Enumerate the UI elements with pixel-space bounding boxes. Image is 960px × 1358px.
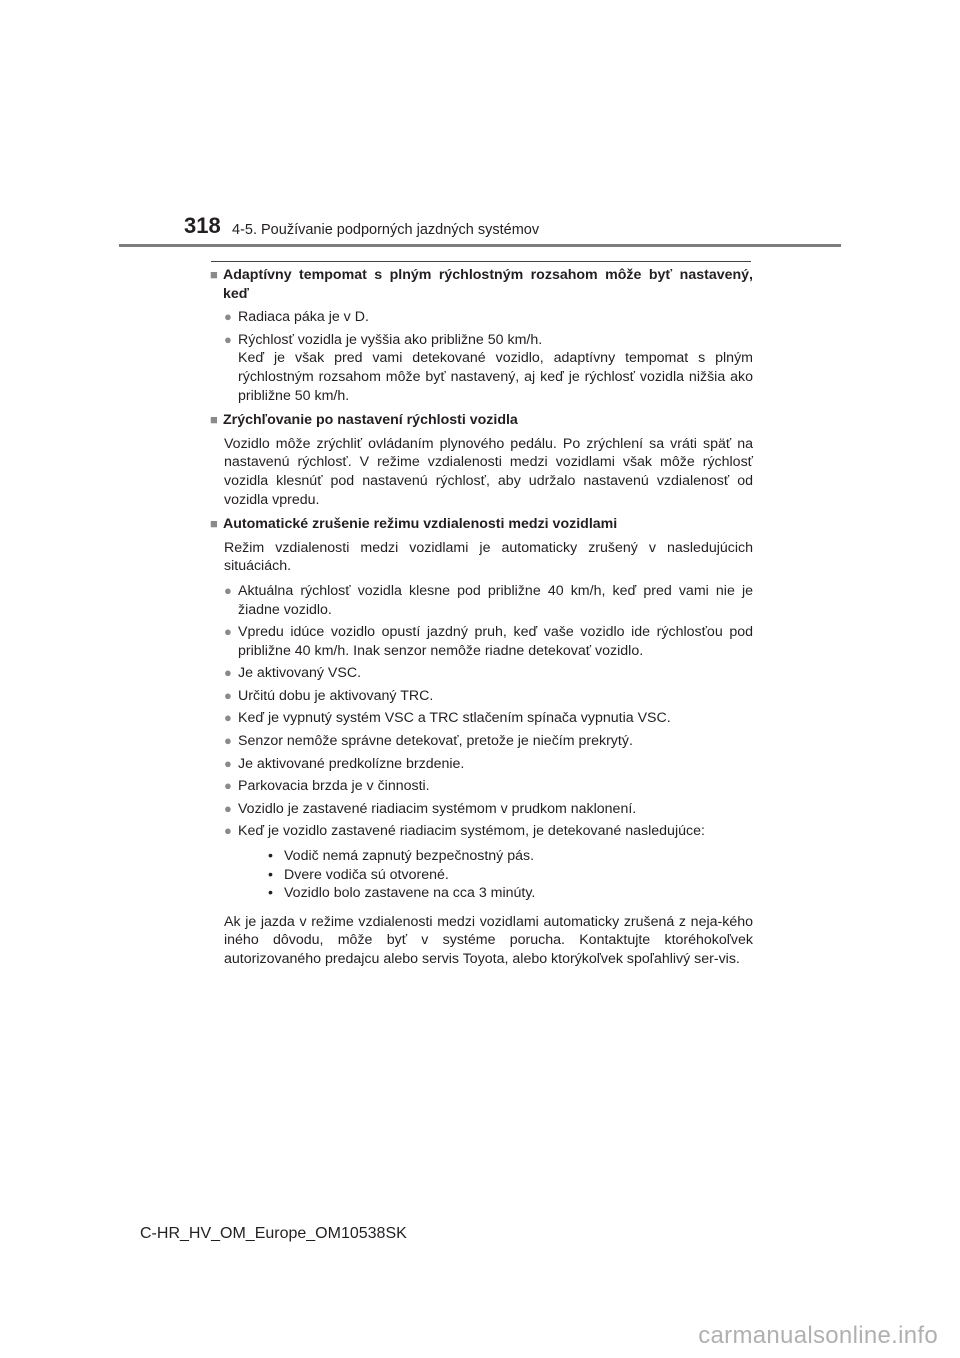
list-item-text: Senzor nemôže správne detekovať, pretože je niečím prekrytý. bbox=[238, 733, 633, 750]
section-heading-text: Adaptívny tempomat s plným rýchlostným rozsahom môže byť nastavený, keď bbox=[223, 267, 753, 302]
circle-bullet-icon: ● bbox=[224, 823, 232, 839]
list-item bbox=[224, 664, 753, 683]
sub-list-item bbox=[266, 866, 753, 885]
dot-bullet-icon: • bbox=[268, 848, 273, 865]
list-item-text: Aktuálna rýchlosť vozidla klesne pod približne 40 km/h, keď pred vami nie je žiadne vozidlo. bbox=[238, 582, 753, 618]
section-heading bbox=[210, 266, 753, 303]
circle-bullet-icon: ● bbox=[224, 710, 232, 726]
list-item-note: Keď je však pred vami detekované vozidlo, adaptívny tempomat s plným rýchlostným rozsahom môže byť nastavený, aj keď je rýchlosť vozidla nižšia ako približne 50 km/h. bbox=[238, 350, 753, 404]
list-item-text: Je aktivovaný VSC. bbox=[238, 665, 362, 682]
list-item bbox=[224, 777, 753, 796]
list-item bbox=[224, 623, 753, 660]
sub-list-item-text: Dvere vodiča sú otvorené. bbox=[284, 866, 449, 883]
list-item-text: Keď je vypnutý systém VSC a TRC stlačením spínača vypnutia VSC. bbox=[238, 710, 671, 727]
section-auto-cancel bbox=[210, 515, 753, 968]
square-bullet-icon: ■ bbox=[210, 516, 218, 532]
section-paragraph: Režim vzdialenosti medzi vozidlami je automaticky zrušený v nasledujúcich situáciách. bbox=[224, 539, 753, 575]
page-content bbox=[210, 266, 753, 973]
list-item bbox=[224, 709, 753, 728]
section-heading-text: Zrýchľovanie po nastavení rýchlosti vozidla bbox=[223, 412, 518, 429]
list-item bbox=[224, 800, 753, 819]
list-item-text: Je aktivované predkolízne brzdenie. bbox=[238, 755, 465, 772]
header-divider bbox=[119, 244, 841, 247]
square-bullet-icon: ■ bbox=[210, 412, 218, 428]
sub-list bbox=[266, 847, 753, 903]
circle-bullet-icon: ● bbox=[224, 309, 232, 325]
dot-bullet-icon: • bbox=[268, 885, 273, 902]
section-heading bbox=[210, 411, 753, 430]
circle-bullet-icon: ● bbox=[224, 665, 232, 681]
circle-bullet-icon: ● bbox=[224, 755, 232, 771]
list-item bbox=[224, 732, 753, 751]
circle-bullet-icon: ● bbox=[224, 331, 232, 347]
list-item bbox=[224, 822, 753, 902]
list-item bbox=[224, 687, 753, 706]
list-item bbox=[224, 582, 753, 619]
circle-bullet-icon: ● bbox=[224, 687, 232, 703]
list-item-text: Radiaca páka je v D. bbox=[238, 309, 369, 326]
circle-bullet-icon: ● bbox=[224, 582, 232, 598]
circle-bullet-icon: ● bbox=[224, 800, 232, 816]
content-divider bbox=[211, 261, 751, 262]
closing-paragraph: Ak je jazda v režime vzdialenosti medzi vozidlami automaticky zrušená z neja-kého iného dôvodu, môže byť v systéme porucha. Kontaktujte ktoréhokoľvek autorizovaného predajcu alebo servis Toyota, alebo ktorýkoľvek spoľahlivý ser-vis. bbox=[224, 913, 753, 967]
list-item bbox=[224, 331, 753, 405]
section-acceleration bbox=[210, 411, 753, 509]
sub-list-item bbox=[266, 847, 753, 866]
section-fullrange-cruise-conditions bbox=[210, 266, 753, 405]
sub-list-item-text: Vodič nemá zapnutý bezpečnostný pás. bbox=[284, 848, 535, 865]
circle-bullet-icon: ● bbox=[224, 778, 232, 794]
list-item-text: Určitú dobu je aktivovaný TRC. bbox=[238, 687, 434, 704]
section-heading-text: Automatické zrušenie režimu vzdialenosti medzi vozidlami bbox=[223, 516, 618, 533]
section-heading bbox=[210, 515, 753, 534]
section-paragraph: Vozidlo môže zrýchliť ovládaním plynového pedálu. Po zrýchlení sa vráti späť na nastavenú rýchlosť. V režime vzdialenosti medzi vozidlami však môže rýchlosť vozidla klesnúť pod nastavenú rýchlosť, aby udržalo nastavenú vzdialenosť od vozidla vpredu. bbox=[224, 435, 753, 508]
sub-list-item-text: Vozidlo bolo zastavene na cca 3 minúty. bbox=[284, 885, 536, 902]
list-item-text: Keď je vozidlo zastavené riadiacim systémom, je detekované nasledujúce: bbox=[238, 823, 705, 840]
watermark: carmanualsonline.info bbox=[698, 1322, 938, 1349]
sub-list-item bbox=[266, 884, 753, 903]
list-item bbox=[224, 308, 753, 327]
chapter-title: 4-5. Používanie podporných jazdných systémov bbox=[232, 222, 540, 238]
list-item-text: Rýchlosť vozidla je vyššia ako približne 50 km/h. bbox=[238, 331, 543, 348]
dot-bullet-icon: • bbox=[268, 866, 273, 883]
list-item bbox=[224, 755, 753, 774]
list-item-text: Vpredu idúce vozidlo opustí jazdný pruh, keď vaše vozidlo ide rýchlosťou pod približne 40 km/h. Inak senzor nemôže riadne detekovať vozidlo. bbox=[238, 624, 753, 659]
list-item-text: Vozidlo je zastavené riadiacim systémom v prudkom naklonení. bbox=[238, 800, 637, 817]
page-number: 318 bbox=[184, 213, 221, 238]
document-code: C-HR_HV_OM_Europe_OM10538SK bbox=[140, 1225, 407, 1242]
circle-bullet-icon: ● bbox=[224, 733, 232, 749]
circle-bullet-icon: ● bbox=[224, 624, 232, 640]
list-item-text: Parkovacia brzda je v činnosti. bbox=[238, 778, 430, 795]
square-bullet-icon: ■ bbox=[210, 267, 218, 282]
